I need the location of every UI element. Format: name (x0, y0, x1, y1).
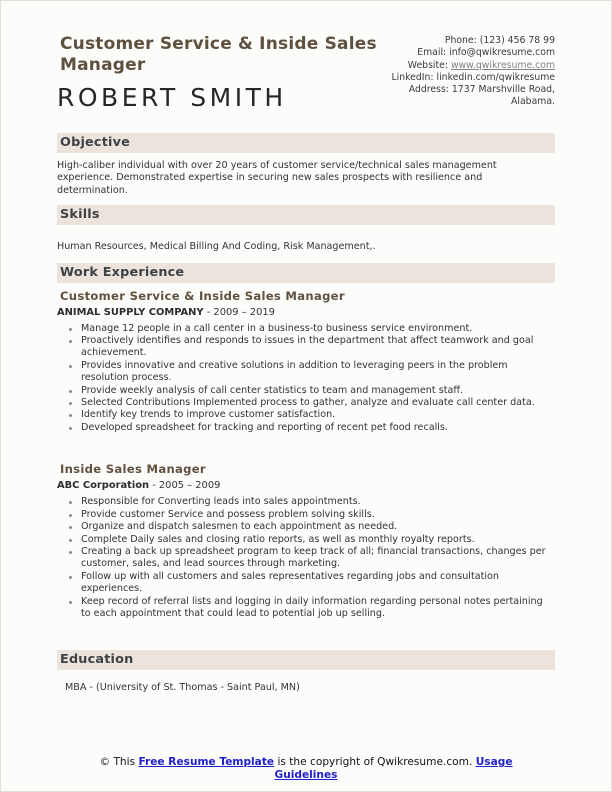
bullet-item (57, 323, 555, 335)
job-bullet-list (57, 496, 555, 620)
bullet-text: Organize and dispatch salesmen to each appointment as needed. (81, 521, 398, 533)
bullet-text: Creating a back up spreadsheet program to keep track of all; financial transactions, changes per customer, sales, and lead sources through marketing. (81, 545, 546, 570)
bullet-icon (69, 340, 72, 343)
bullet-icon (69, 551, 72, 554)
job-company: ANIMAL SUPPLY COMPANY (57, 306, 204, 318)
bullet-text: Provides innovative and creative solutions in addition to leveraging peers in the problem resolution process. (81, 359, 508, 384)
contact-linkedin: LinkedIn: linkedin.com/qwikresume (391, 71, 555, 83)
bullet-item (57, 571, 555, 596)
bullet-item (57, 385, 555, 397)
bullet-icon (69, 526, 72, 529)
bullet-text: Complete Daily sales and closing ratio reports, as well as monthly royalty reports. (81, 533, 475, 545)
website-link[interactable]: www.qwikresume.com (450, 59, 555, 71)
bullet-text: Keep record of referral lists and logging in daily information regarding personal notes pertaining to each appointment that could lead to potential job up selling. (81, 595, 543, 619)
job-bullet-list (57, 323, 555, 435)
bullet-text: Responsible for Converting leads into sales appointments. (81, 496, 361, 508)
bullet-text: Manage 12 people in a call center in a business-to business service environment. (81, 322, 473, 334)
bullet-text: Developed spreadsheet for tracking and reporting of recent pet food recalls. (81, 421, 448, 433)
bullet-icon (69, 365, 72, 368)
section-heading-work-experience: Work Experience (57, 263, 555, 283)
contact-website (378, 60, 555, 72)
section-heading-education: Education (57, 650, 555, 670)
bullet-icon (69, 514, 72, 517)
job-company-line (57, 479, 555, 492)
education-text: MBA - (University of St. Thomas - Saint Paul, MN) (65, 682, 300, 694)
bullet-item (57, 335, 555, 360)
bullet-icon (69, 390, 72, 393)
bullet-text: Provide weekly analysis of call center statistics to team and management staff. (81, 384, 463, 396)
resume-header (57, 34, 555, 113)
person-name: ROBERT SMITH (57, 83, 287, 112)
objective-text: High-caliber individual with over 20 years of customer service/technical sales management experience. Demonstrated expertise in securing new sales prospects with resilience and determination. (57, 160, 497, 196)
bullet-icon (69, 427, 72, 430)
job-title: Customer Service & Inside Sales Manager (60, 288, 345, 303)
contact-address: Address: 1737 Marshville Road, Alabama. (408, 84, 555, 108)
contact-website-label: Website: (407, 59, 451, 71)
bullet-item (57, 521, 555, 533)
contact-phone: Phone: (123) 456 78 99 (444, 35, 555, 46)
job-title: Inside Sales Manager (60, 462, 206, 477)
bullet-item (57, 546, 555, 571)
bullet-icon (69, 414, 72, 417)
bullet-item (57, 509, 555, 521)
bullet-icon (69, 576, 72, 579)
bullet-icon (69, 501, 72, 504)
free-resume-template-link[interactable]: Free Resume Template (138, 756, 275, 768)
bullet-item (57, 397, 555, 409)
job-period: - 2005 – 2009 (149, 480, 221, 492)
job-entry-1 (57, 289, 555, 435)
usage-guidelines-link[interactable]: Usage Guidelines (274, 756, 513, 781)
bullet-item (57, 422, 555, 434)
job-period: - 2009 – 2019 (203, 306, 275, 318)
page-footer (1, 756, 611, 782)
bullet-icon (69, 539, 72, 542)
bullet-text: Identify key trends to improve customer satisfaction. (81, 409, 336, 421)
contact-email: Email: info@qwikresume.com (417, 47, 555, 59)
bullet-item (57, 596, 555, 621)
header-left (57, 34, 378, 113)
job-company-line (57, 306, 555, 319)
job-company: ABC Corporation (57, 480, 150, 492)
bullet-text: Proactively identifies and responds to issues in the department that affect teamwork and goal achievement. (81, 335, 534, 359)
contact-block (378, 35, 555, 113)
section-heading-objective: Objective (57, 133, 555, 153)
footer-copyright-middle: is the copyright of Qwikresume.com. (274, 756, 476, 768)
bullet-item (57, 496, 555, 508)
section-heading-skills: Skills (57, 205, 555, 225)
bullet-item (57, 534, 555, 546)
bullet-icon (69, 601, 72, 604)
footer-copyright-prefix: © This (99, 756, 139, 768)
page-title: Customer Service & Inside Sales Manager (60, 34, 377, 75)
bullet-icon (69, 328, 72, 331)
bullet-text: Follow up with all customers and sales representatives regarding jobs and consultation experiences. (81, 570, 499, 595)
job-entry-2 (57, 462, 555, 620)
skills-text: Human Resources, Medical Billing And Coding, Risk Management,. (57, 241, 376, 253)
bullet-item (57, 409, 555, 421)
bullet-text: Provide customer Service and possess problem solving skills. (81, 508, 375, 520)
bullet-icon (69, 402, 72, 405)
bullet-item (57, 360, 555, 385)
bullet-text: Selected Contributions Implemented process to gather, analyze and evaluate call center data. (81, 397, 535, 409)
